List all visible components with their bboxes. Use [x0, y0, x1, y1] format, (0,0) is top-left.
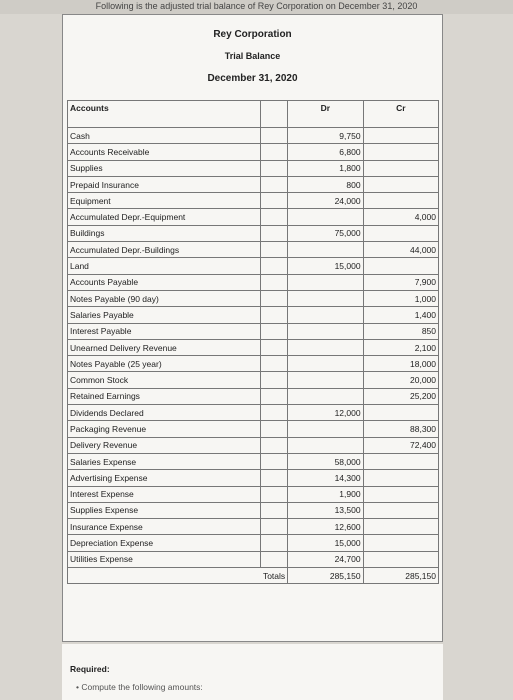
credit-amount: 2,100 — [363, 339, 438, 355]
question-footer — [62, 644, 443, 700]
debit-amount — [288, 209, 363, 225]
account-name: Salaries Payable — [68, 307, 261, 323]
debit-amount — [288, 388, 363, 404]
account-name: Insurance Expense — [68, 519, 261, 535]
table-row — [68, 307, 439, 323]
credit-amount: 25,200 — [363, 388, 438, 404]
account-name: Accumulated Depr.-Equipment — [68, 209, 261, 225]
debit-amount: 58,000 — [288, 453, 363, 469]
credit-amount — [363, 502, 438, 518]
trial-balance-sheet — [62, 14, 443, 642]
credit-amount: 1,000 — [363, 290, 438, 306]
required-bullet: • Compute the following amounts: — [76, 682, 203, 692]
debit-amount — [288, 242, 363, 258]
account-name: Unearned Delivery Revenue — [68, 339, 261, 355]
account-name: Prepaid Insurance — [68, 176, 261, 192]
table-row — [68, 502, 439, 518]
credit-amount — [363, 160, 438, 176]
debit-amount — [288, 274, 363, 290]
table-row — [68, 405, 439, 421]
credit-amount — [363, 176, 438, 192]
account-name: Accumulated Depr.-Buildings — [68, 242, 261, 258]
table-row — [68, 258, 439, 274]
credit-amount — [363, 128, 438, 144]
account-name: Supplies Expense — [68, 502, 261, 518]
account-name: Land — [68, 258, 261, 274]
table-row — [68, 193, 439, 209]
account-name: Cash — [68, 128, 261, 144]
table-row — [68, 128, 439, 144]
account-name: Common Stock — [68, 372, 261, 388]
credit-amount — [363, 453, 438, 469]
credit-column-header: Cr — [363, 101, 438, 128]
table-row — [68, 470, 439, 486]
account-name: Buildings — [68, 225, 261, 241]
table-row — [68, 323, 439, 339]
credit-amount: 88,300 — [363, 421, 438, 437]
table-row — [68, 437, 439, 453]
debit-amount: 1,800 — [288, 160, 363, 176]
credit-total: 285,150 — [363, 568, 438, 584]
account-name: Salaries Expense — [68, 453, 261, 469]
debit-amount: 9,750 — [288, 128, 363, 144]
table-row — [68, 421, 439, 437]
debit-column-header: Dr — [288, 101, 363, 128]
debit-amount: 12,000 — [288, 405, 363, 421]
statement-title: Trial Balance — [224, 51, 281, 61]
account-name: Notes Payable (25 year) — [68, 356, 261, 372]
credit-amount — [363, 535, 438, 551]
account-name: Advertising Expense — [68, 470, 261, 486]
table-row — [68, 519, 439, 535]
credit-amount: 44,000 — [363, 242, 438, 258]
credit-amount: 1,400 — [363, 307, 438, 323]
account-name: Accounts Payable — [68, 274, 261, 290]
account-name: Equipment — [68, 193, 261, 209]
account-name: Interest Payable — [68, 323, 261, 339]
debit-amount: 14,300 — [288, 470, 363, 486]
table-row — [68, 388, 439, 404]
credit-amount: 850 — [363, 323, 438, 339]
totals-row — [68, 568, 439, 584]
table-row — [68, 242, 439, 258]
table-row — [68, 535, 439, 551]
table-row — [68, 176, 439, 192]
account-name: Retained Earnings — [68, 388, 261, 404]
table-row — [68, 453, 439, 469]
debit-amount: 6,800 — [288, 144, 363, 160]
account-name: Accounts Receivable — [68, 144, 261, 160]
debit-amount — [288, 290, 363, 306]
debit-amount: 800 — [288, 176, 363, 192]
table-row — [68, 290, 439, 306]
debit-amount: 24,000 — [288, 193, 363, 209]
accounts-column-header: Accounts — [68, 101, 261, 128]
account-name: Notes Payable (90 day) — [68, 290, 261, 306]
instruction-text: Following is the adjusted trial balance of Rey Corporation on December 31, 2020 — [0, 0, 513, 14]
account-name: Delivery Revenue — [68, 437, 261, 453]
credit-amount — [363, 405, 438, 421]
table-row — [68, 160, 439, 176]
table-row — [68, 274, 439, 290]
credit-amount — [363, 486, 438, 502]
credit-amount — [363, 470, 438, 486]
table-row — [68, 356, 439, 372]
debit-amount — [288, 307, 363, 323]
required-bullet-text: Compute the following amounts: — [81, 682, 203, 692]
account-name: Utilities Expense — [68, 551, 261, 567]
table-row — [68, 225, 439, 241]
account-name: Depreciation Expense — [68, 535, 261, 551]
credit-amount — [363, 144, 438, 160]
table-header-row — [68, 101, 439, 128]
statement-date: December 31, 2020 — [207, 73, 298, 84]
credit-amount — [363, 519, 438, 535]
debit-amount: 24,700 — [288, 551, 363, 567]
credit-amount: 7,900 — [363, 274, 438, 290]
debit-amount: 15,000 — [288, 258, 363, 274]
debit-amount — [288, 421, 363, 437]
credit-amount: 4,000 — [363, 209, 438, 225]
account-name: Packaging Revenue — [68, 421, 261, 437]
debit-amount: 13,500 — [288, 502, 363, 518]
debit-total: 285,150 — [288, 568, 363, 584]
debit-amount — [288, 356, 363, 372]
table-row — [68, 339, 439, 355]
table-row — [68, 372, 439, 388]
account-name: Interest Expense — [68, 486, 261, 502]
credit-amount: 20,000 — [363, 372, 438, 388]
company-name: Rey Corporation — [213, 29, 292, 40]
totals-label: Totals — [261, 568, 288, 584]
table-row — [68, 209, 439, 225]
table-row — [68, 551, 439, 567]
table-row — [68, 144, 439, 160]
debit-amount: 12,600 — [288, 519, 363, 535]
credit-amount: 72,400 — [363, 437, 438, 453]
credit-amount — [363, 193, 438, 209]
credit-amount: 18,000 — [363, 356, 438, 372]
credit-amount — [363, 258, 438, 274]
debit-amount: 15,000 — [288, 535, 363, 551]
debit-amount — [288, 372, 363, 388]
debit-amount — [288, 437, 363, 453]
table-row — [68, 486, 439, 502]
credit-amount — [363, 225, 438, 241]
trial-balance-table — [67, 100, 439, 584]
debit-amount: 1,900 — [288, 486, 363, 502]
debit-amount — [288, 323, 363, 339]
debit-amount: 75,000 — [288, 225, 363, 241]
required-label: Required: — [70, 664, 110, 674]
account-name: Supplies — [68, 160, 261, 176]
debit-amount — [288, 339, 363, 355]
credit-amount — [363, 551, 438, 567]
account-name: Dividends Declared — [68, 405, 261, 421]
